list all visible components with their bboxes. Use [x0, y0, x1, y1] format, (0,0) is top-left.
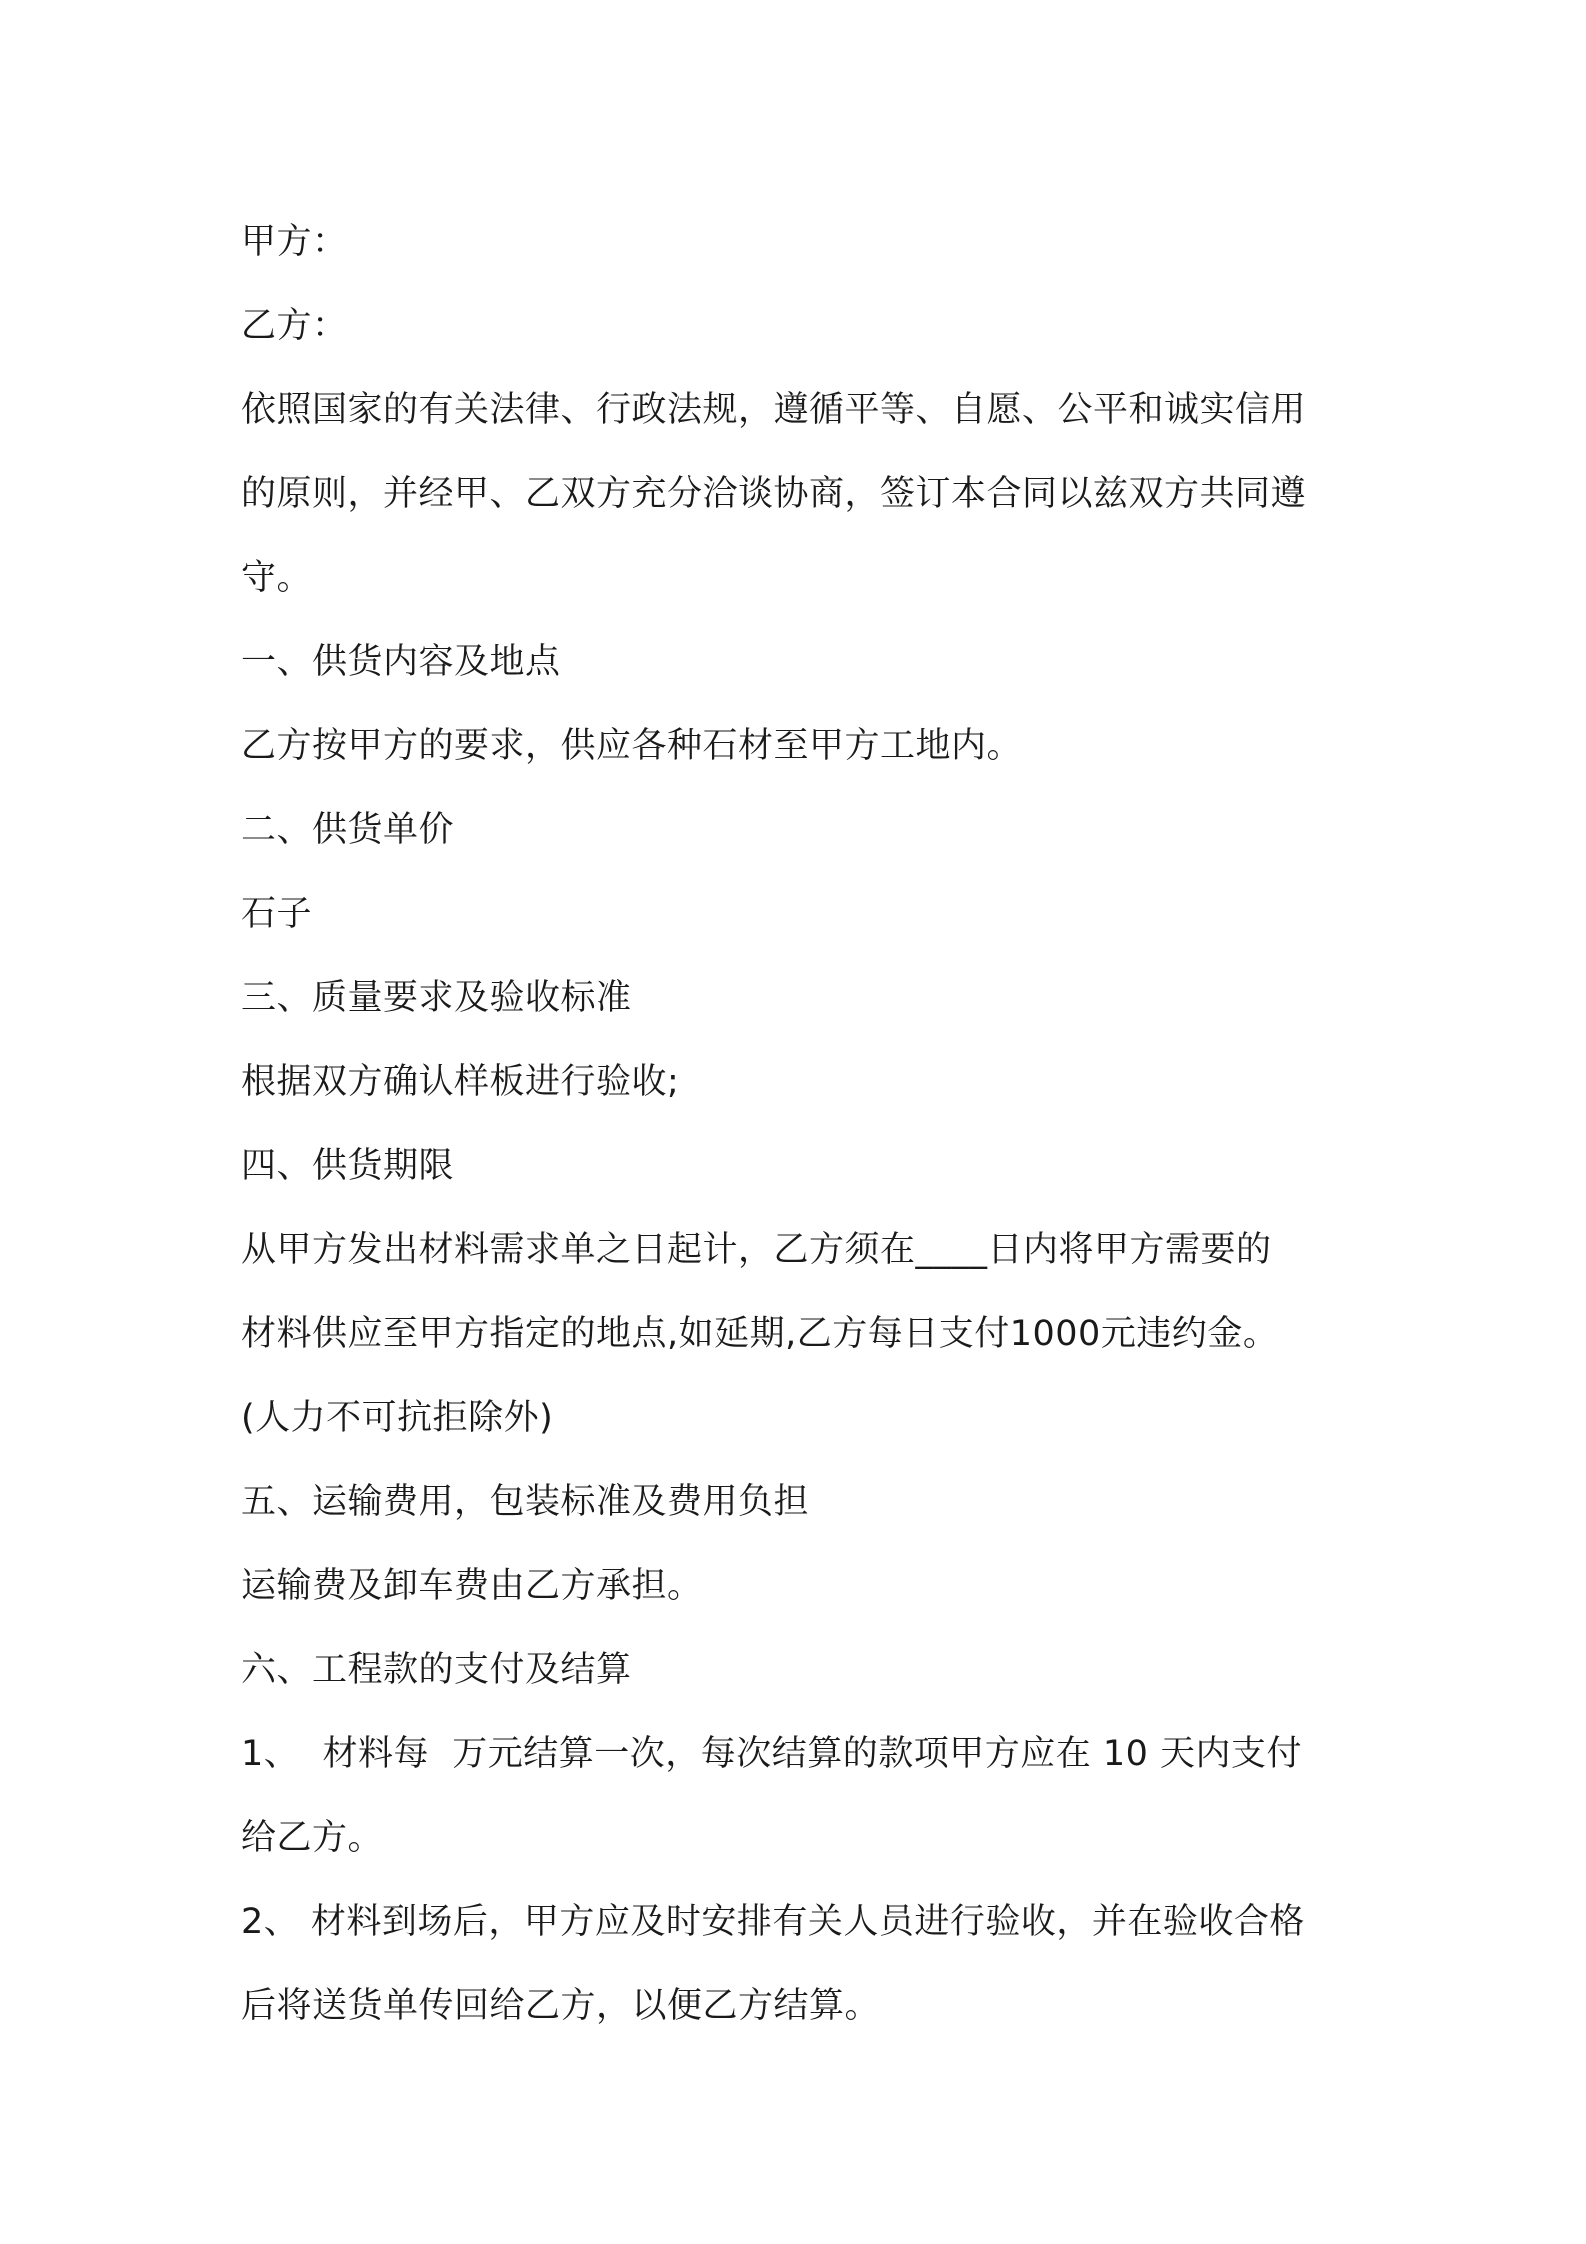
section-3-heading: 三、质量要求及验收标准	[241, 978, 632, 1018]
section-6-item-1-line-1: 1、 材料每 万元结算一次，每次结算的款项甲方应在 10 天内支付	[241, 1734, 1303, 1774]
section-6-item-2-line-2: 后将送货单传回给乙方，以便乙方结算。	[241, 1986, 881, 2026]
party-b-line: 乙方：	[241, 306, 348, 346]
section-5-heading: 五、运输费用，包装标准及费用负担	[241, 1482, 810, 1522]
section-4-heading: 四、供货期限	[241, 1146, 455, 1186]
preamble-line-3: 守。	[241, 558, 313, 598]
section-6-item-2-line-1: 2、 材料到场后，甲方应及时安排有关人员进行验收，并在验收合格	[241, 1902, 1305, 1942]
section-3-text: 根据双方确认样板进行验收;	[241, 1062, 680, 1102]
section-5-text: 运输费及卸车费由乙方承担。	[241, 1566, 703, 1606]
section-4-text-3: (人力不可抗拒除外)	[241, 1398, 554, 1438]
preamble-line-1: 依照国家的有关法律、行政法规，遵循平等、自愿、公平和诚实信用	[241, 390, 1307, 430]
section-2-heading: 二、供货单价	[241, 810, 455, 850]
section-2-text: 石子	[241, 894, 313, 934]
section-1-text: 乙方按甲方的要求，供应各种石材至甲方工地内。	[241, 726, 1023, 766]
section-6-heading: 六、工程款的支付及结算	[241, 1650, 632, 1690]
section-4-text-2: 材料供应至甲方指定的地点,如延期,乙方每日支付1000元违约金。	[241, 1314, 1279, 1354]
section-6-item-1-line-2: 给乙方。	[241, 1818, 384, 1858]
section-1-heading: 一、供货内容及地点	[241, 642, 561, 682]
party-a-line: 甲方：	[241, 222, 348, 262]
section-4-text-1: 从甲方发出材料需求单之日起计，乙方须在____日内将甲方需要的	[241, 1230, 1272, 1270]
contract-body	[241, 200, 1361, 2048]
preamble-line-2: 的原则，并经甲、乙双方充分洽谈协商，签订本合同以兹双方共同遵	[241, 474, 1307, 514]
